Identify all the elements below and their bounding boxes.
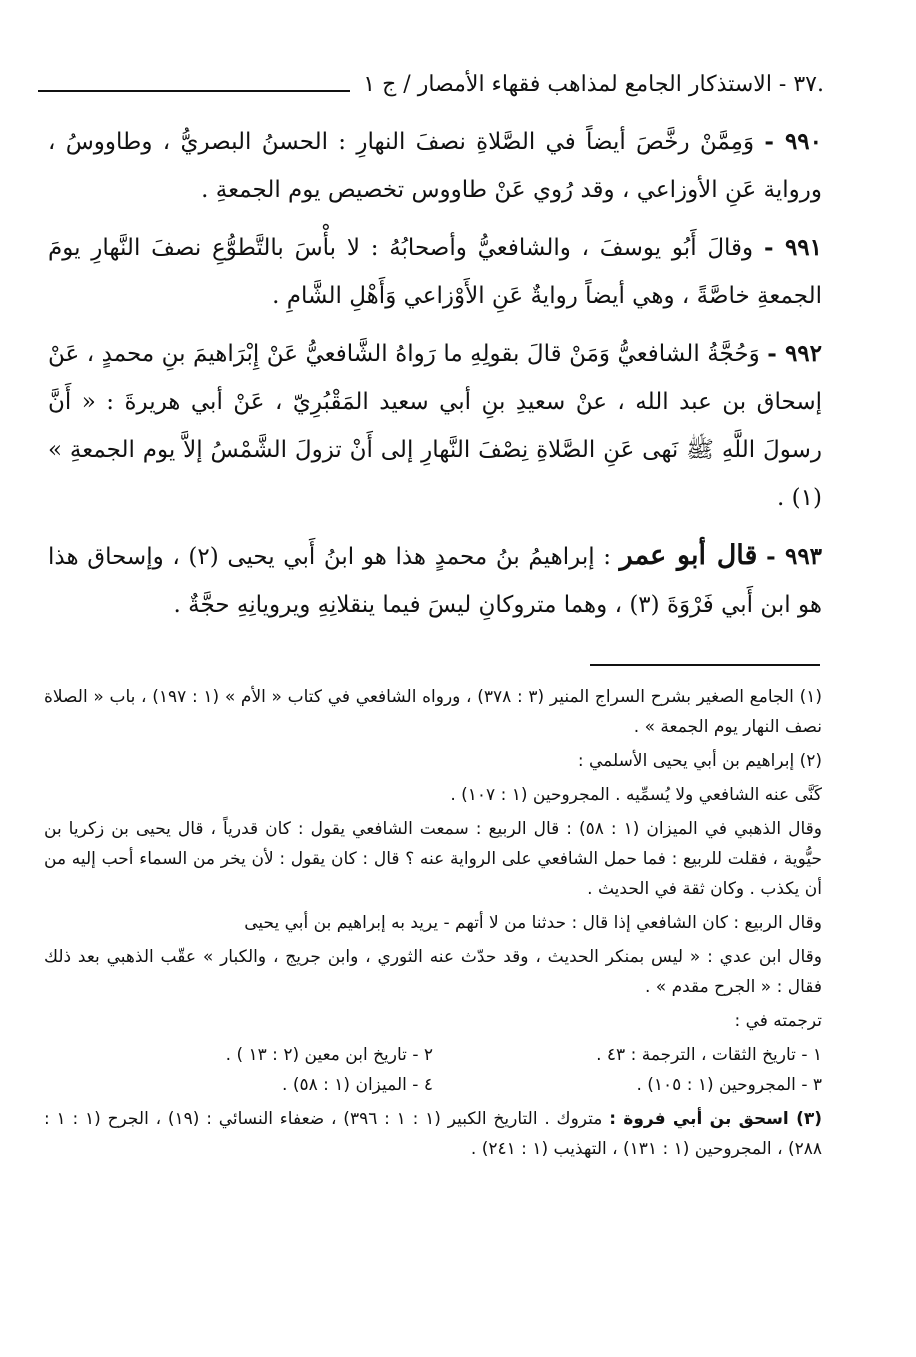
reference-item: ٣ - المجروحين (١ : ١٠٥) . [636, 1075, 822, 1095]
reference-item: ١ - تاريخ الثقات ، الترجمة : ٤٣ . [596, 1045, 822, 1065]
paragraph-991 [48, 224, 822, 320]
footnote-2-translation-label: ترجمته في : [734, 1011, 822, 1031]
paragraph-text: : إبراهيمُ بنُ محمدٍ هذا هو ابنُ أَبي يحيى (٢) ، وإسحاق هذا هو ابن أَبي فَرْوَةَ (٣) ، وهما متروكانِ ليسَ فيما ينقلانِهِ ويرويانِهِ حجَّةٌ . [48, 544, 822, 618]
paragraph-number: ٩٩٢ - [767, 340, 822, 367]
footnote-3 [44, 1104, 822, 1164]
running-header [38, 68, 824, 108]
paragraph-text: وقالَ أَبُو يوسفَ ، والشافعيُّ وأصحابُهُ : لا بأْسَ بالتَّطوُّعِ نصفَ النَّهارِ يومَ الجمعةِ خاصَّةً ، وهي أيضاً روايةٌ عَنِ الأَوْزاعي وَأَهْلِ الشَّامِ . [48, 235, 822, 309]
footnote-1: (١) الجامع الصغير بشرح السراج المنير (٣ : ٣٧٨) ، ورواه الشافعي في كتاب « الأم » (١ : ١٩٧) ، باب « الصلاة نصف النهار يوم الجمعة » . [44, 687, 822, 737]
footnote-2-title: (٢) إبراهيم بن أبي يحيى الأسلمي : [577, 751, 822, 771]
footnote-2-line: وقال ابن عدي : « ليس بمنكر الحديث ، وقد حدّث عنه الثوري ، وابن جريج ، والكبار » عقّب الذهبي بعد ذلك فقال : « الجرح مقدم » . [44, 947, 822, 997]
paragraph-number: ٩٩٠ - [764, 128, 822, 155]
paragraph-number: ٩٩٣ - [766, 543, 823, 570]
footnote-2-line: وقال الذهبي في الميزان (١ : ٥٨) : قال الربيع : سمعت الشافعي يقول : كان قدرياً ، قال يحيى بن زكريا بن حيُّوية ، فقلت للربيع : فما حمل الشافعي على الرواية عنه ؟ قال : كان يقول : لأن يخر من السماء أحب إليه من أن يكذب . وكان ثقة في الحديث . [44, 819, 822, 899]
paragraph-number: ٩٩١ - [763, 234, 822, 261]
footnotes [44, 682, 822, 1168]
reference-item: ٢ - تاريخ ابن معين (٢ : ١٣ ) . [225, 1045, 433, 1065]
speaker-name: قال أبو عمر [619, 540, 758, 571]
footnote-2-line: كَنَّى عنه الشافعي ولا يُسمِّيه . المجروحين (١ : ١٠٧) . [450, 785, 822, 805]
footnote-3-text: متروك . التاريخ الكبير (١ : ١ : ٣٩٦) ، ضعفاء النسائي : (١٩) ، الجرح (١ : ١ : ٢٨٨) ، المجروحين (١ : ١٣١) ، التهذيب (١ : ٢٤١) . [44, 1109, 822, 1159]
header-title: .٣٧ - الاستذكار الجامع لمذاهب فقهاء الأمصار / ج ١ [363, 72, 824, 97]
paragraph-992 [48, 330, 822, 522]
footnote-3-name: (٣) اسحق بن أبي فروة : [609, 1109, 823, 1129]
footnote-separator [590, 664, 820, 666]
reference-list [44, 1040, 822, 1100]
header-rule [38, 90, 350, 92]
footnote-2-line: وقال الربيع : كان الشافعي إذا قال : حدثنا من لا أتهم - يريد به إبراهيم بن أبي يحيى [244, 913, 822, 933]
reference-item: ٤ - الميزان (١ : ٥٨) . [282, 1075, 433, 1095]
main-text [48, 118, 822, 639]
paragraph-text: وَحُجَّةُ الشافعيُّ وَمَنْ قالَ بقولِهِ ما رَواهُ الشَّافعيُّ عَنْ إِبْرَاهيمَ بنِ محمدٍ ، عَنْ إسحاق بن عبد الله ، عنْ سعيدِ بنِ أبي سعيد المَقْبُرِيّ ، عَنْ أبي هريرةَ : « أَنَّ رسولَ اللَّهِ ﷺ نَهى عَنِ الصَّلاةِ نِصْفَ النَّهارِ إلى أَنْ تزولَ الشَّمْسُ إلاَّ يوم الجمعةِ » (١) . [48, 341, 822, 511]
paragraph-text: وَمِمَّنْ رخَّصَ أيضاً في الصَّلاةِ نصفَ النهارِ : الحسنُ البصريُّ ، وطاووسُ ، ورواية عَنِ الأوزاعي ، وقد رُوي عَنْ طاووس تخصيص يوم الجمعةِ . [48, 129, 822, 203]
paragraph-993 [48, 532, 822, 629]
paragraph-990 [48, 118, 822, 214]
